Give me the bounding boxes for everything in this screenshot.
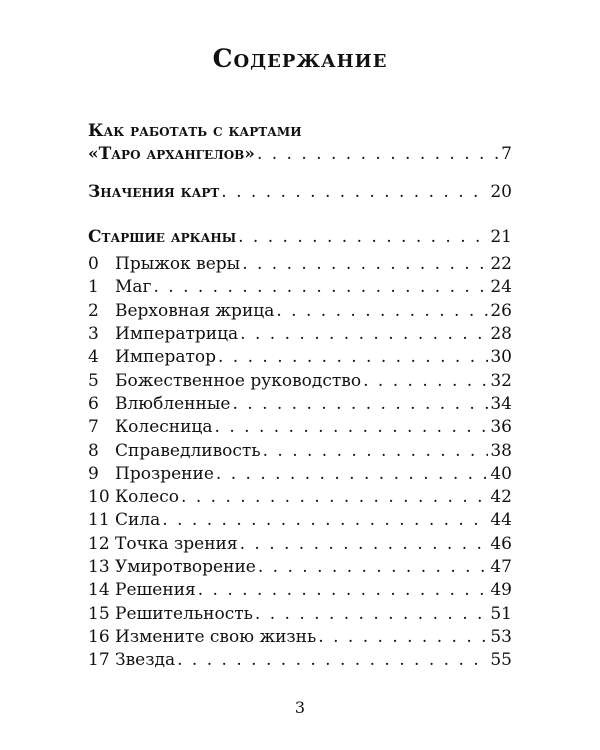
leader-dots xyxy=(181,486,488,509)
leader-dots xyxy=(263,440,489,463)
leader-dots xyxy=(177,649,488,672)
toc-heading-meanings[interactable] xyxy=(88,181,512,204)
toc-entry[interactable] xyxy=(88,440,512,463)
toc-entry-label: Решения xyxy=(115,580,196,601)
toc-heading-major-arcana[interactable] xyxy=(88,226,512,249)
toc-entry[interactable] xyxy=(88,370,512,393)
leader-dots xyxy=(215,416,489,439)
toc-page-number: 44 xyxy=(490,510,512,531)
toc-heading-label: «Таро архангелов» xyxy=(88,144,255,165)
toc-entry-label: Сила xyxy=(115,510,161,531)
toc-entry-number: 13 xyxy=(88,557,110,578)
toc-heading-label: Как работать с картами xyxy=(88,121,302,141)
toc-entry[interactable] xyxy=(88,416,512,439)
leader-dots xyxy=(216,463,488,486)
toc-entry-label: Верховная жрица xyxy=(115,300,275,321)
toc-entry-label: Решительность xyxy=(115,603,253,624)
toc-entry[interactable] xyxy=(88,393,512,416)
toc-page-number: 42 xyxy=(490,487,512,508)
toc-page-number: 46 xyxy=(490,533,512,554)
toc-heading-label: Значения карт xyxy=(88,181,220,202)
toc-entry-label: Божественное руководство xyxy=(115,370,362,391)
toc-page-number: 55 xyxy=(490,650,512,671)
leader-dots xyxy=(162,509,488,532)
toc-entry-number: 16 xyxy=(88,626,110,647)
toc-entry-label: Маг xyxy=(115,277,152,298)
toc-entry-number: 11 xyxy=(88,510,110,531)
toc-entry[interactable] xyxy=(88,649,512,672)
toc-entry-number: 4 xyxy=(88,347,99,368)
toc-entry-label: Справедливость xyxy=(115,440,261,461)
toc-entry[interactable] xyxy=(88,626,512,649)
toc-entry[interactable] xyxy=(88,253,512,276)
toc-page-number: 26 xyxy=(490,300,512,321)
toc-page-number: 28 xyxy=(490,324,512,345)
toc-entry-number: 10 xyxy=(88,487,110,508)
leader-dots xyxy=(276,300,488,323)
toc-entry-number: 2 xyxy=(88,300,99,321)
toc-page-number: 40 xyxy=(490,463,512,484)
toc-entry-number: 7 xyxy=(88,417,99,438)
toc-entry-number: 8 xyxy=(88,440,99,461)
leader-dots xyxy=(198,579,489,602)
toc-entry-label: Влюбленные xyxy=(115,393,231,414)
toc-entry[interactable] xyxy=(88,533,512,556)
toc-entry-number: 0 xyxy=(88,254,99,275)
toc-entry[interactable] xyxy=(88,603,512,626)
toc-page-number: 32 xyxy=(490,370,512,391)
toc-page-number: 38 xyxy=(490,440,512,461)
leader-dots xyxy=(240,533,489,556)
toc-page-number: 47 xyxy=(490,557,512,578)
toc-page-number: 49 xyxy=(490,580,512,601)
page-number: 3 xyxy=(294,698,306,717)
toc-entry[interactable] xyxy=(88,346,512,369)
toc-entry[interactable] xyxy=(88,509,512,532)
toc-entry-number: 14 xyxy=(88,580,110,601)
toc-entry[interactable] xyxy=(88,300,512,323)
toc-heading-intro-line2[interactable] xyxy=(88,143,512,166)
table-of-contents xyxy=(88,120,512,673)
toc-page-number: 21 xyxy=(490,226,512,247)
toc-entry-label: Императрица xyxy=(115,324,239,345)
toc-page-number: 24 xyxy=(490,277,512,298)
toc-entry[interactable] xyxy=(88,579,512,602)
toc-entry-number: 6 xyxy=(88,393,99,414)
toc-entry-label: Измените свою жизнь xyxy=(115,626,317,647)
toc-entry-label: Колесо xyxy=(115,487,180,508)
toc-entry-number: 3 xyxy=(88,324,99,345)
toc-entry-number: 12 xyxy=(88,533,110,554)
leader-dots xyxy=(242,253,488,276)
toc-heading-intro-line1 xyxy=(88,120,512,143)
toc-page-number: 51 xyxy=(490,603,512,624)
toc-page-number: 7 xyxy=(501,144,512,165)
toc-entry-number: 17 xyxy=(88,650,110,671)
toc-page-number: 36 xyxy=(490,417,512,438)
toc-entry-label: Колесница xyxy=(115,417,213,438)
leader-dots xyxy=(255,603,488,626)
toc-entry-number: 9 xyxy=(88,463,99,484)
toc-entry[interactable] xyxy=(88,276,512,299)
leader-dots xyxy=(363,370,488,393)
leader-dots xyxy=(232,393,488,416)
toc-entry[interactable] xyxy=(88,323,512,346)
toc-entry-label: Прозрение xyxy=(115,463,214,484)
toc-entry-label: Умиротворение xyxy=(115,557,256,578)
toc-page-number: 22 xyxy=(490,254,512,275)
toc-page-number: 34 xyxy=(490,393,512,414)
toc-entry[interactable] xyxy=(88,463,512,486)
page-title: Содержание xyxy=(212,44,388,73)
toc-entry-label: Император xyxy=(115,347,216,368)
toc-page-number: 30 xyxy=(490,347,512,368)
leader-dots xyxy=(238,226,488,249)
toc-entry-label: Звезда xyxy=(115,650,176,671)
toc-entry[interactable] xyxy=(88,556,512,579)
toc-entry-number: 5 xyxy=(88,370,99,391)
leader-dots xyxy=(258,556,489,579)
leader-dots xyxy=(218,346,488,369)
toc-entry-number: 1 xyxy=(88,277,99,298)
toc-heading-label: Старшие арканы xyxy=(88,226,237,247)
leader-dots xyxy=(240,323,488,346)
toc-entry-label: Прыжок веры xyxy=(115,254,241,275)
toc-entry-number: 15 xyxy=(88,603,110,624)
leader-dots xyxy=(257,143,499,166)
leader-dots xyxy=(221,181,488,204)
leader-dots xyxy=(153,276,488,299)
toc-entry[interactable] xyxy=(88,486,512,509)
toc-page-number: 53 xyxy=(490,626,512,647)
leader-dots xyxy=(318,626,488,649)
toc-page-number: 20 xyxy=(490,181,512,202)
toc-entry-list xyxy=(88,253,512,672)
toc-entry-label: Точка зрения xyxy=(115,533,238,554)
